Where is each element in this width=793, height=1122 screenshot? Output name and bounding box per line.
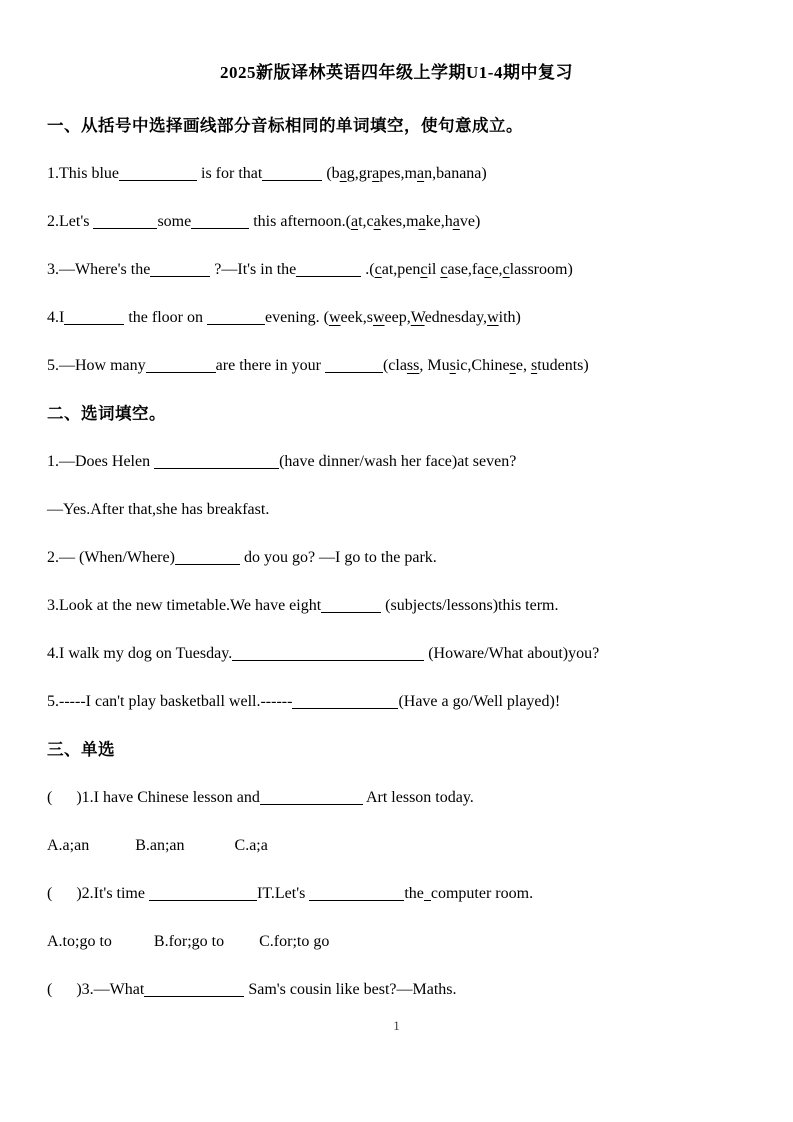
line-text: eep, — [384, 309, 411, 326]
answer-blank — [175, 550, 240, 565]
answer-blank — [191, 214, 249, 229]
underlined-letter: c — [420, 261, 428, 278]
line-text: 3.Look at the new timetable.We have eight — [47, 597, 322, 614]
line-text: (Have a go/Well played)! — [398, 693, 561, 710]
worksheet-line — [47, 774, 757, 822]
worksheet-line — [47, 582, 757, 630]
line-text: (Howare/What about)you? — [424, 645, 600, 662]
worksheet-line — [47, 918, 757, 966]
answer-blank — [292, 694, 398, 709]
line-text: A.to;go to — [47, 933, 112, 950]
underlined-letter: a — [339, 165, 347, 182]
underlined-letter: c — [374, 261, 382, 278]
line-text: Sam's cousin like best?—Maths. — [244, 981, 457, 998]
worksheet-line — [47, 630, 757, 678]
underlined-letter: w — [372, 309, 385, 326]
line-text: are there in your — [215, 357, 325, 374]
answer-blank — [119, 166, 197, 181]
underlined-letter: c — [440, 261, 448, 278]
answer-blank — [262, 166, 322, 181]
line-text: lassroom) — [509, 261, 573, 278]
worksheet-line — [47, 246, 757, 294]
underlined-letter: a — [372, 165, 380, 182]
line-text: ve) — [459, 213, 481, 230]
answer-blank — [146, 358, 216, 373]
worksheet-line — [47, 486, 757, 534]
worksheet-line — [47, 342, 757, 390]
line-text: B.for;go to — [153, 933, 225, 950]
page-title: 2025新版译林英语四年级上学期U1-4期中复习 — [220, 63, 573, 82]
line-text: C.for;to go — [259, 933, 330, 950]
line-text: B.an;an — [135, 837, 185, 854]
answer-blank — [424, 886, 431, 901]
underlined-letter: W — [410, 309, 425, 326]
line-text: —Yes.After that,she has breakfast. — [47, 501, 270, 518]
page-number: 1 — [393, 1018, 400, 1033]
line-text: at,pen — [381, 261, 421, 278]
answer-blank — [144, 982, 244, 997]
line-text: Art lesson today. — [362, 789, 474, 806]
underlined-letter: s — [449, 357, 456, 374]
line-text: computer room. — [430, 885, 534, 902]
answer-blank — [207, 310, 265, 325]
underlined-letter: s — [530, 357, 538, 374]
section-heading: 二、选词填空。 — [47, 404, 166, 423]
worksheet-line — [47, 150, 757, 198]
line-text: 4.I — [47, 309, 65, 326]
line-text: il — [427, 261, 441, 278]
worksheet-line — [47, 870, 757, 918]
line-text: evening. ( — [264, 309, 329, 326]
line-text: g,gr — [346, 165, 373, 182]
section-heading: 一、从括号中选择画线部分音标相同的单词填空，使句意成立。 — [47, 116, 523, 135]
line-text: C.a;a — [234, 837, 268, 854]
worksheet-line — [47, 534, 757, 582]
underlined-letter: a — [416, 165, 425, 182]
line-text: ith) — [498, 309, 521, 326]
line-text: (b — [322, 165, 340, 182]
line-text: 1.—Does Helen — [47, 453, 155, 470]
answer-blank — [232, 646, 424, 661]
line-text: 5.—How many — [47, 357, 146, 374]
line-text: this afternoon.( — [249, 213, 351, 230]
underlined-letter: c — [484, 261, 492, 278]
line-text: (have dinner/wash her face)at seven? — [279, 453, 517, 470]
line-text: ?—It's in the — [210, 261, 297, 278]
underlined-letter: a — [350, 213, 359, 230]
line-text: ( )3.—What — [47, 981, 145, 998]
underlined-letter: a — [452, 213, 460, 230]
answer-blank — [150, 262, 210, 277]
sections-container — [0, 102, 793, 1014]
worksheet-line — [47, 966, 757, 1014]
line-text: e, — [515, 357, 531, 374]
line-text: (subjects/lessons)this term. — [381, 597, 559, 614]
underlined-letter: a — [418, 213, 426, 230]
line-text: eek,s — [340, 309, 373, 326]
line-text: ( )1.I have Chinese lesson and — [47, 789, 260, 806]
line-text: ke,h — [425, 213, 453, 230]
worksheet-line — [47, 678, 757, 726]
worksheet-line — [47, 438, 757, 486]
worksheet-line — [47, 822, 757, 870]
answer-blank — [325, 358, 383, 373]
worksheet-line — [47, 198, 757, 246]
underlined-letter: w — [328, 309, 341, 326]
line-text: ednesday, — [424, 309, 488, 326]
underlined-letter: ss — [406, 357, 420, 374]
line-text: kes,m — [380, 213, 419, 230]
line-text: 5.-----I can't play basketball well.------ — [47, 693, 293, 710]
answer-blank — [64, 310, 124, 325]
line-text: A.a;an — [47, 837, 90, 854]
answer-blank — [296, 262, 361, 277]
line-text: 1.This blue — [47, 165, 119, 182]
answer-blank — [260, 790, 363, 805]
section-heading: 三、单选 — [47, 740, 115, 759]
line-text: 2.— (When/Where) — [47, 549, 175, 566]
line-text: pes,m — [379, 165, 417, 182]
line-text: (cla — [382, 357, 407, 374]
line-text: do you go? —I go to the park. — [239, 549, 437, 566]
answer-blank — [309, 886, 404, 901]
answer-blank — [149, 886, 257, 901]
underlined-letter: a — [373, 213, 381, 230]
answer-blank — [93, 214, 157, 229]
underlined-letter: s — [509, 357, 516, 374]
line-text: , Mu — [419, 357, 450, 374]
underlined-letter: c — [502, 261, 510, 278]
answer-blank — [154, 454, 279, 469]
line-text: tudents) — [537, 357, 589, 374]
worksheet-line — [47, 294, 757, 342]
line-text: the — [404, 885, 424, 902]
line-text: some — [157, 213, 192, 230]
line-text: .( — [361, 261, 375, 278]
answer-blank — [321, 598, 381, 613]
line-text: 4.I walk my dog on Tuesday. — [47, 645, 233, 662]
line-text: t,c — [358, 213, 374, 230]
line-text: IT.Let's — [256, 885, 310, 902]
line-text: is for that — [197, 165, 263, 182]
line-text: e, — [491, 261, 503, 278]
line-text: ic,Chine — [455, 357, 510, 374]
line-text: the floor on — [124, 309, 207, 326]
line-text: ase,fa — [447, 261, 485, 278]
underlined-letter: w — [487, 309, 499, 326]
line-text: n,banana) — [424, 165, 487, 182]
line-text: ( )2.It's time — [47, 885, 149, 902]
line-text: 3.—Where's the — [47, 261, 151, 278]
line-text: 2.Let's — [47, 213, 94, 230]
